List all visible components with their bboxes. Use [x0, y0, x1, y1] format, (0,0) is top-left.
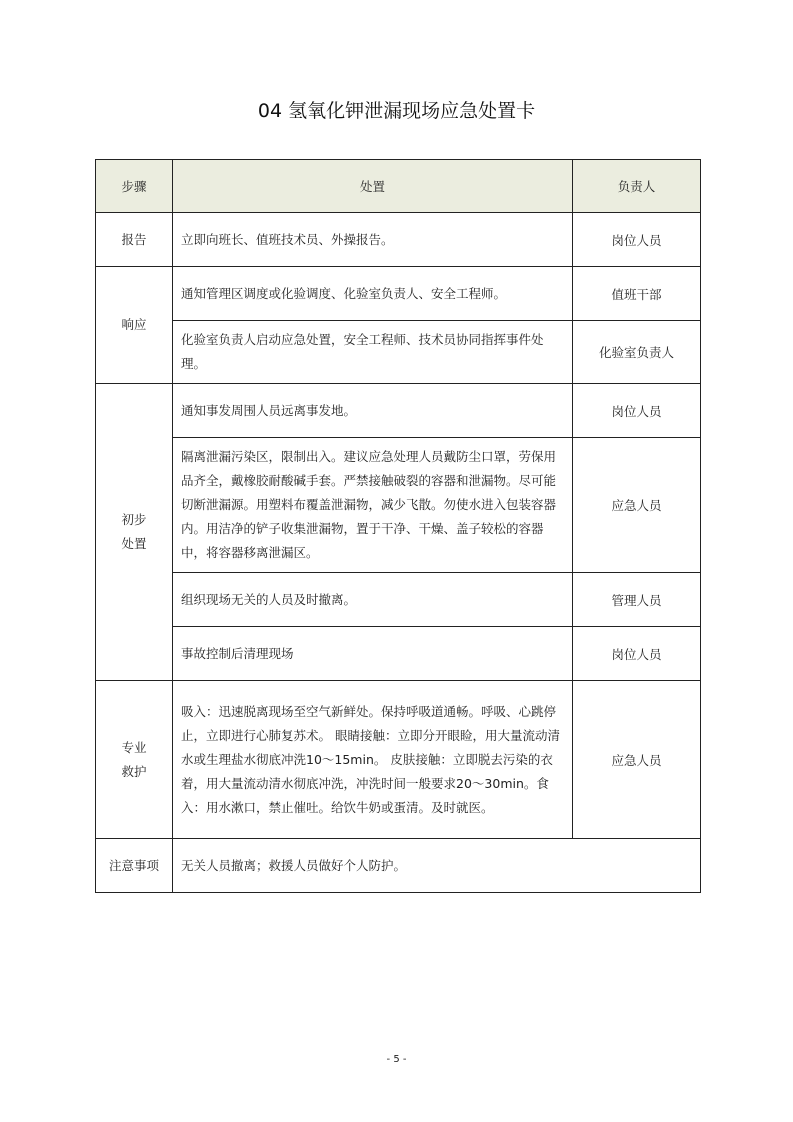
table-row: [96, 267, 701, 321]
owner-cell: 岗位人员: [573, 627, 701, 681]
owner-cell: 岗位人员: [573, 384, 701, 438]
table-row: [96, 573, 701, 627]
step-cell: 报告: [96, 213, 173, 267]
action-cell: 吸入：迅速脱离现场至空气新鲜处。保持呼吸道通畅。呼吸、心跳停止，立即进行心肺复苏术。 眼睛接触：立即分开眼睑，用大量流动清水或生理盐水彻底冲洗10～15min。 皮肤接触：立即脱去污染的衣着，用大量流动清水彻底冲洗，冲洗时间一般要求20～30min。食入：用水漱口，禁止催吐。给饮牛奶或蛋清。及时就医。: [173, 681, 573, 839]
step-label: 初步处置: [121, 512, 147, 551]
step-cell: [96, 384, 173, 681]
owner-cell: 应急人员: [573, 438, 701, 573]
header-step: 步骤: [96, 160, 173, 213]
action-cell: 通知管理区调度或化验调度、化验室负责人、安全工程师。: [173, 267, 573, 321]
table-row: [96, 213, 701, 267]
action-cell: 隔离泄漏污染区，限制出入。建议应急处理人员戴防尘口罩，劳保用品齐全，戴橡胶耐酸碱手套。严禁接触破裂的容器和泄漏物。尽可能切断泄漏源。用塑料布覆盖泄漏物，减少飞散。勿使水进入包装容器内。用洁净的铲子收集泄漏物，置于干净、干燥、盖子较松的容器中，将容器移离泄漏区。: [173, 438, 573, 573]
action-cell: 组织现场无关的人员及时撤离。: [173, 573, 573, 627]
table-row: [96, 681, 701, 839]
step-label: 专业救护: [121, 739, 147, 779]
header-action: 处置: [173, 160, 573, 213]
owner-cell: 应急人员: [573, 681, 701, 839]
table-row: [96, 438, 701, 573]
header-owner: 负责人: [573, 160, 701, 213]
page-title: 04 氢氧化钾泄漏现场应急处置卡: [257, 100, 536, 122]
table-row: [96, 627, 701, 681]
step-cell: 响应: [96, 267, 173, 384]
owner-cell: 值班干部: [573, 267, 701, 321]
page-number: - 5 -: [386, 1054, 407, 1065]
action-cell: 无关人员撤离；救援人员做好个人防护。: [173, 839, 701, 893]
step-cell: [96, 681, 173, 839]
table-row: [96, 384, 701, 438]
emergency-card-table: [95, 159, 701, 893]
action-cell: 通知事发周围人员远离事发地。: [173, 384, 573, 438]
owner-cell: 岗位人员: [573, 213, 701, 267]
step-cell: 注意事项: [96, 839, 173, 893]
action-cell: 化验室负责人启动应急处置，安全工程师、技术员协同指挥事件处理。: [173, 321, 573, 384]
action-cell: 事故控制后清理现场: [173, 627, 573, 681]
table-header-row: [96, 160, 701, 213]
table-row: [96, 839, 701, 893]
action-cell: 立即向班长、值班技术员、外操报告。: [173, 213, 573, 267]
owner-cell: 化验室负责人: [573, 321, 701, 384]
table-row: [96, 321, 701, 384]
owner-cell: 管理人员: [573, 573, 701, 627]
